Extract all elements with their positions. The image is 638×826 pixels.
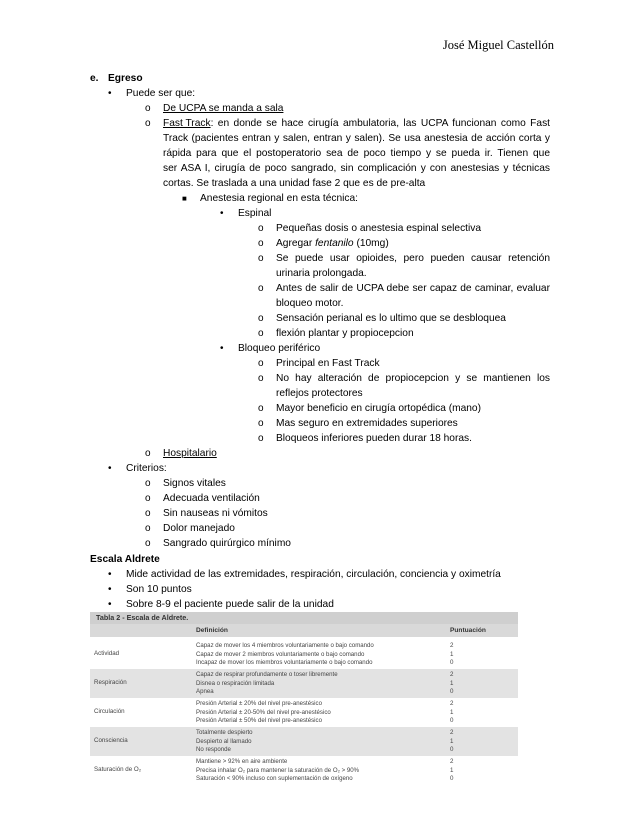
circle-bullet-icon: o	[258, 253, 264, 264]
table-row-definition: No responde	[196, 746, 231, 754]
espinal-item	[276, 237, 389, 251]
fast-track-text-0: : en donde se hace cirugía ambulatoria, las UCPA funcionan como Fast	[210, 118, 550, 129]
section-title-egreso: Egreso	[108, 73, 143, 84]
table-row-score: 0	[450, 659, 454, 667]
espinal-item-cont: bloqueo motor.	[276, 298, 344, 309]
hospitalario-item: Hospitalario	[163, 448, 217, 459]
table-row-category: Saturación de O₂	[94, 766, 142, 773]
table-row-score: 0	[450, 688, 454, 696]
table-row-definition: Totalmente despierto	[196, 729, 253, 736]
circle-bullet-icon: o	[258, 223, 264, 234]
table-row	[90, 727, 518, 756]
circle-bullet-icon: o	[258, 328, 264, 339]
circle-bullet-icon: o	[145, 508, 151, 519]
circle-bullet-icon: o	[258, 403, 264, 414]
circle-bullet-icon: o	[145, 118, 151, 129]
bullet-icon: •	[108, 584, 112, 595]
table-row-definition: Capaz de mover 2 miembros voluntariamente o bajo comando	[196, 650, 365, 658]
table-row-score: 1	[450, 650, 454, 658]
table-row-score: 0	[450, 717, 454, 725]
table-row-score: 1	[450, 679, 454, 687]
fast-track-text-3: ser ASA I, cirugía de poco sangrado, sin complicación y con anestesias y técnicas	[163, 163, 550, 174]
square-bullet-icon: ■	[182, 194, 187, 203]
table-row-definition: Presión Arterial ± 20-50% del nivel pre-anestésico	[196, 708, 331, 716]
espinal-item-text: Agregar	[276, 238, 316, 249]
table-row-definition: Presión Arterial ± 50% del nivel pre-anestésico	[196, 717, 322, 725]
table-row-score: 2	[450, 729, 454, 736]
table-row-definition: Saturación < 90% incluso con suplementación de oxígeno	[196, 775, 353, 783]
table-row-score: 1	[450, 737, 454, 745]
table-row	[90, 640, 518, 669]
table-row-category: Circulación	[94, 708, 125, 715]
fentanilo-text: fentanilo	[315, 238, 354, 249]
espinal-label: Espinal	[238, 208, 272, 219]
table-row-definition: Disnea o respiración limitada	[196, 679, 275, 687]
fast-track-line	[163, 117, 550, 131]
bloqueo-item: Principal en Fast Track	[276, 358, 380, 369]
bloqueo-item: No hay alteración de propiocepcion y se mantienen los	[276, 373, 550, 384]
bloqueo-item-cont: reflejos protectores	[276, 388, 363, 399]
aldrete-bullet: Son 10 puntos	[126, 584, 192, 595]
criterio-item: Sin nauseas ni vómitos	[163, 508, 268, 519]
aldrete-bullet: Mide actividad de las extremidades, respiración, circulación, conciencia y oximetría	[126, 569, 501, 580]
table-row-definition: Incapaz de mover los miembros voluntariamente o bajo comando	[196, 659, 373, 667]
circle-bullet-icon: o	[258, 418, 264, 429]
table-row-category: Actividad	[94, 650, 120, 657]
circle-bullet-icon: o	[258, 283, 264, 294]
fast-track-text-1: Track (pacientes entran y salen, entran y salen). Se usa anestesia de acción corta y	[163, 133, 550, 144]
espinal-item-text: (10mg)	[353, 238, 389, 249]
table-row-score: 0	[450, 775, 454, 783]
table-row-definition: Capaz de mover los 4 miembros voluntariamente o bajo comando	[196, 642, 374, 649]
criterio-item: Signos vitales	[163, 478, 226, 489]
bloqueo-item: Mas seguro en extremidades superiores	[276, 418, 458, 429]
circle-bullet-icon: o	[145, 493, 151, 504]
table-row-score: 2	[450, 758, 454, 765]
table-title: Tabla 2 - Escala de Aldrete.	[90, 612, 518, 624]
criterios-label: Criterios:	[126, 463, 167, 474]
aldrete-bullet: Sobre 8-9 el paciente puede salir de la unidad	[126, 599, 334, 610]
table-row	[90, 756, 518, 785]
ucpa-item: De UCPA se manda a sala	[163, 103, 284, 114]
aldrete-table	[90, 612, 518, 788]
column-header-definicion: Definición	[196, 627, 228, 634]
table-row-definition: Despierto al llamado	[196, 737, 252, 745]
espinal-item: Pequeñas dosis o anestesia espinal selectiva	[276, 223, 482, 234]
table-row-score: 2	[450, 671, 454, 678]
criterio-item: Dolor manejado	[163, 523, 235, 534]
criterio-item: Sangrado quirúrgico mínimo	[163, 538, 291, 549]
table-row	[90, 698, 518, 727]
table-row-definition: Presión Arterial ± 20% del nivel pre-anestésico	[196, 700, 322, 707]
table-row-category: Consciencia	[94, 737, 128, 744]
espinal-item-cont: urinaria prolongada.	[276, 268, 367, 279]
table-row-score: 2	[450, 700, 454, 707]
fast-track-label: Fast Track	[163, 118, 211, 129]
fast-track-text-2: rápida para que el postoperatorio sea de poco tiempo y se pueda ir. Tienen que	[163, 148, 550, 159]
table-row-definition: Mantiene > 92% en aire ambiente	[196, 758, 288, 765]
table-row-definition: Capaz de respirar profundamente o toser libremente	[196, 671, 338, 678]
circle-bullet-icon: o	[145, 538, 151, 549]
circle-bullet-icon: o	[145, 523, 151, 534]
table-row-score: 1	[450, 766, 454, 774]
table-row-score: 2	[450, 642, 454, 649]
fast-track-text-4: cortas. Se traslada a una unidad fase 2 que es de pre-alta	[163, 178, 426, 189]
bloqueo-label: Bloqueo periférico	[238, 343, 321, 354]
circle-bullet-icon: o	[258, 313, 264, 324]
espinal-item: Sensación perianal es lo ultimo que se desbloquea	[276, 313, 506, 324]
bloqueo-item: Bloqueos inferiores pueden durar 18 horas.	[276, 433, 472, 444]
table-row-score: 1	[450, 708, 454, 716]
column-header-puntuacion: Puntuación	[450, 627, 486, 634]
table-row-definition: Precisa inhalar O₂ para mantener la saturación de O₂ > 90%	[196, 766, 360, 774]
bullet-icon: •	[108, 569, 112, 580]
bloqueo-item: Mayor beneficio en cirugía ortopédica (mano)	[276, 403, 481, 414]
puede-text: Puede ser que:	[126, 88, 196, 99]
section-marker: e.	[90, 73, 99, 84]
circle-bullet-icon: o	[258, 238, 264, 249]
table-row-definition: Apnea	[196, 688, 214, 696]
circle-bullet-icon: o	[258, 358, 264, 369]
bullet-icon: •	[108, 463, 112, 474]
section-title-aldrete: Escala Aldrete	[90, 554, 160, 565]
table-header	[90, 624, 518, 637]
bullet-icon: •	[108, 599, 112, 610]
anestesia-text: Anestesia regional en esta técnica:	[200, 193, 359, 204]
bullet-icon: •	[108, 88, 112, 99]
circle-bullet-icon: o	[258, 373, 264, 384]
espinal-item: Se puede usar opioides, pero pueden causar retención	[276, 253, 550, 264]
circle-bullet-icon: o	[145, 448, 151, 459]
criterio-item: Adecuada ventilación	[163, 493, 260, 504]
table-row-category: Respiración	[94, 679, 127, 686]
bullet-icon: •	[220, 208, 224, 219]
bullet-icon: •	[220, 343, 224, 354]
espinal-item: Antes de salir de UCPA debe ser capaz de caminar, evaluar	[276, 283, 550, 294]
espinal-item: flexión plantar y propiocepcion	[276, 328, 414, 339]
circle-bullet-icon: o	[258, 433, 264, 444]
page-header-author: José Miguel Castellón	[442, 38, 554, 52]
table-row-score: 0	[450, 746, 454, 754]
circle-bullet-icon: o	[145, 103, 151, 114]
circle-bullet-icon: o	[145, 478, 151, 489]
table-row	[90, 669, 518, 698]
